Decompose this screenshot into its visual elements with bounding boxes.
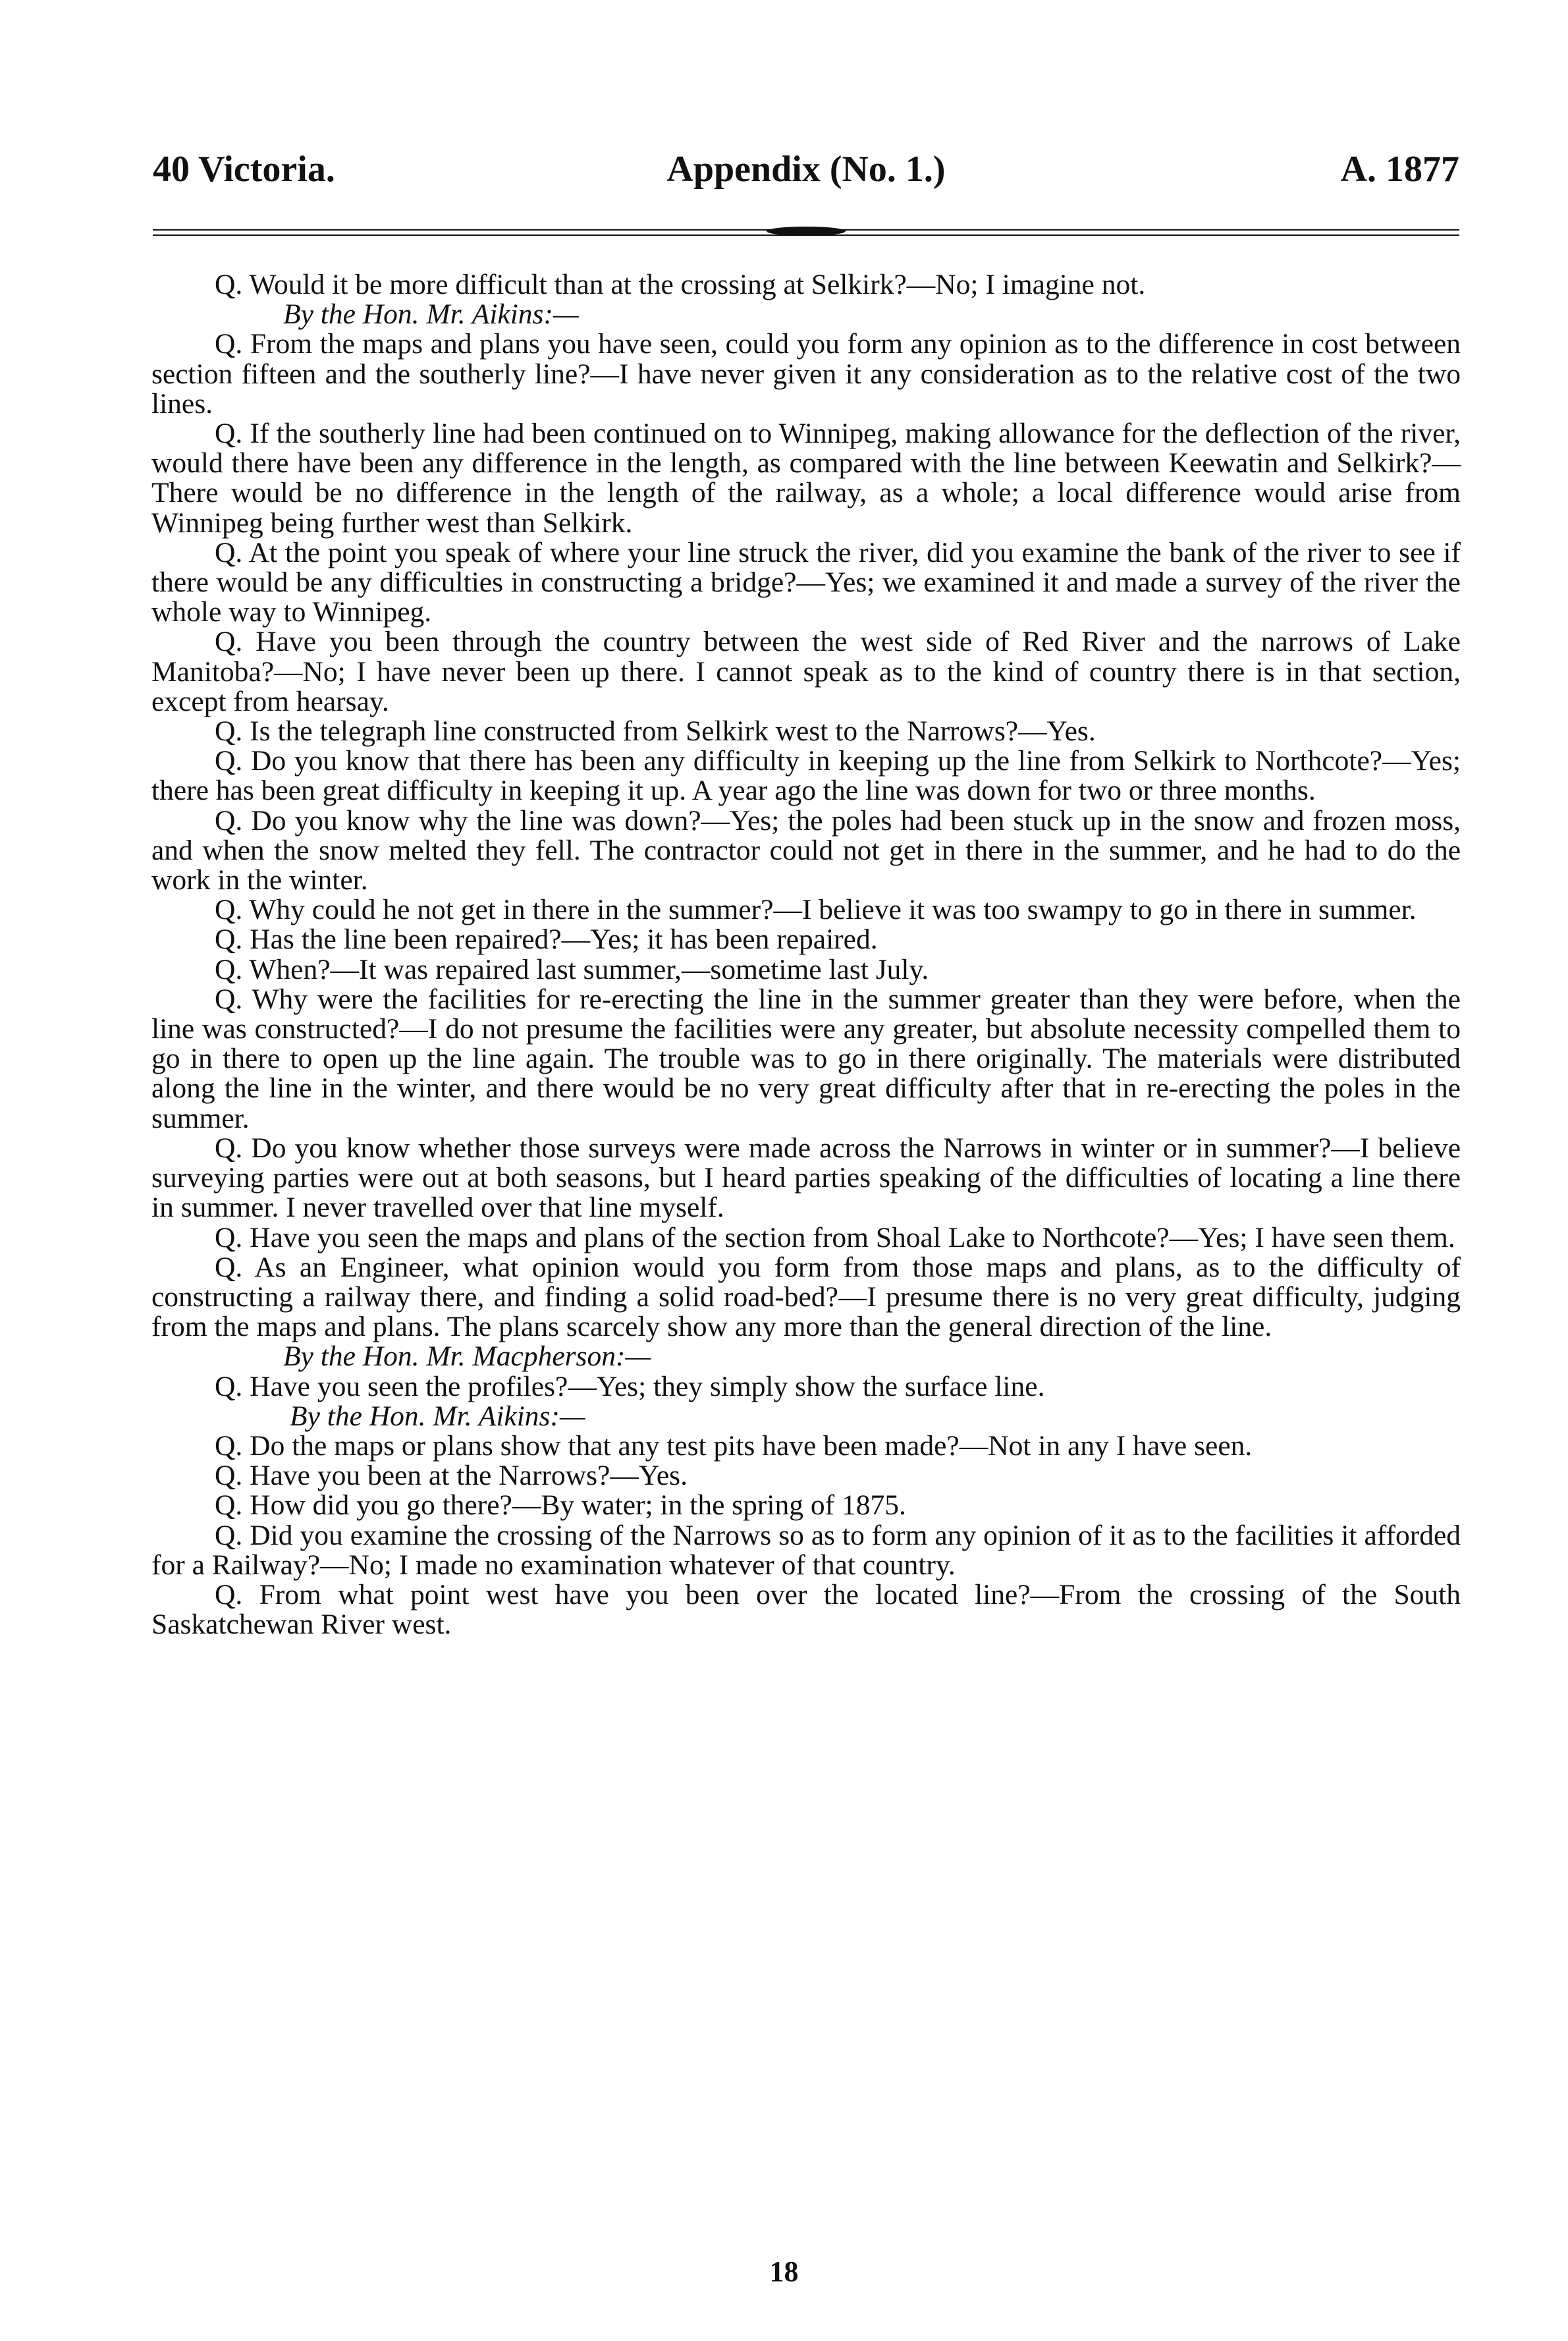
paragraph: Q. Did you examine the crossing of the Narrows so as to form any opinion of it as to the facilities it afforded for a Railway?—No; I made no examination whatever of that country. [151,1519,1461,1581]
paragraph: Q. At the point you speak of where your line struck the river, did you examine the bank of the river to see if there would be any difficulties in constructing a bridge?—Yes; we examined it and made a survey of the river the whole way to Winnipeg. [151,536,1461,628]
paragraph: Q. Do the maps or plans show that any test pits have been made?—Not in any I have seen. [215,1429,1253,1462]
paragraph: Q. How did you go there?—By water; in the spring of 1875. [215,1489,906,1522]
examiner-heading: By the Hon. Mr. Macpherson:— [283,1340,651,1373]
header-session: 40 Victoria. [153,149,335,190]
header-year: A. 1877 [1340,149,1459,190]
paragraph: Q. Why were the facilities for re-erecting the line in the summer greater than they were before, when the line was constructed?—I do not presume the facilities were any greater, but absolute necessity compelled them to go in there to open up the line again. The trouble was to go in there originally. The materials were distributed along the line in the winter, and there would be no very great difficulty after that in re-erecting the poles in the summer. [151,983,1461,1134]
page-number: 18 [769,2255,799,2288]
paragraph: Q. Is the telegraph line constructed from Selkirk west to the Narrows?—Yes. [215,715,1096,748]
paragraph: Q. As an Engineer, what opinion would you form from those maps and plans, as to the difficulty of constructing a railway there, and finding a solid road-bed?—I presume there is no very great difficulty, judging from the maps and plans. The plans scarcely show any more than the general direction of the line. [151,1251,1461,1343]
header-rule [153,229,1459,238]
paragraph: Q. From the maps and plans you have seen, could you form any opinion as to the difference in cost between section fifteen and the southerly line?—I have never given it any consideration as to the relative cost of the two lines. [151,328,1461,420]
paragraph: Q. From what point west have you been over the located line?—From the crossing of the South Saskatchewan River west. [151,1578,1461,1641]
paragraph: Q. Have you seen the maps and plans of the section from Shoal Lake to Northcote?—Yes; I have seen them. [215,1221,1455,1253]
paragraph: Q. Have you been through the country between the west side of Red River and the narrows of Lake Manitoba?—No; I have never been up there. I cannot speak as to the kind of country there is in that section, except from hearsay. [151,626,1461,717]
paragraph: Q. If the southerly line had been continued on to Winnipeg, making allowance for the deflection of the river, would there have been any difference in the length, as compared with the line between Keewatin and Selkirk?—There would be no difference in the length of the railway, as a whole; a local difference would arise from Winnipeg being further west than Selkirk. [151,418,1461,539]
paragraph: Q. When?—It was repaired last summer,—sometime last July. [215,953,929,985]
examiner-heading: By the Hon. Mr. Aikins:— [283,298,579,331]
paragraph: Q. Have you been at the Narrows?—Yes. [215,1460,688,1492]
paragraph: Q. Do you know whether those surveys were made across the Narrows in winter or in summer?—I believe surveying parties were out at both seasons, but I heard parties speaking of the difficulties of locating a line there in summer. I never travelled over that line myself. [151,1132,1461,1224]
paragraph: Q. Do you know why the line was down?—Yes; the poles had been stuck up in the snow and frozen moss, and when the snow melted they fell. The contractor could not get in there in the summer, and he had to do the work in the winter. [151,804,1461,896]
testimony-body [151,270,1461,1639]
examiner-heading: By the Hon. Mr. Aikins:— [290,1400,585,1432]
paragraph: Q. Do you know that there has been any difficulty in keeping up the line from Selkirk to Northcote?—Yes; there has been great difficulty in keeping it up. A year ago the line was down for two or three months. [151,745,1461,807]
page-header [153,146,1459,199]
paragraph: Q. Have you seen the profiles?—Yes; they simply show the surface line. [215,1370,1045,1402]
rule-ornament-icon [767,227,846,236]
header-appendix: Appendix (No. 1.) [666,149,946,190]
paragraph: Q. Why could he not get in there in the summer?—I believe it was too swampy to go in there in summer. [215,894,1417,926]
paragraph: Q. Would it be more difficult than at the crossing at Selkirk?—No; I imagine not. [215,269,1146,300]
paragraph: Q. Has the line been repaired?—Yes; it has been repaired. [215,923,878,956]
